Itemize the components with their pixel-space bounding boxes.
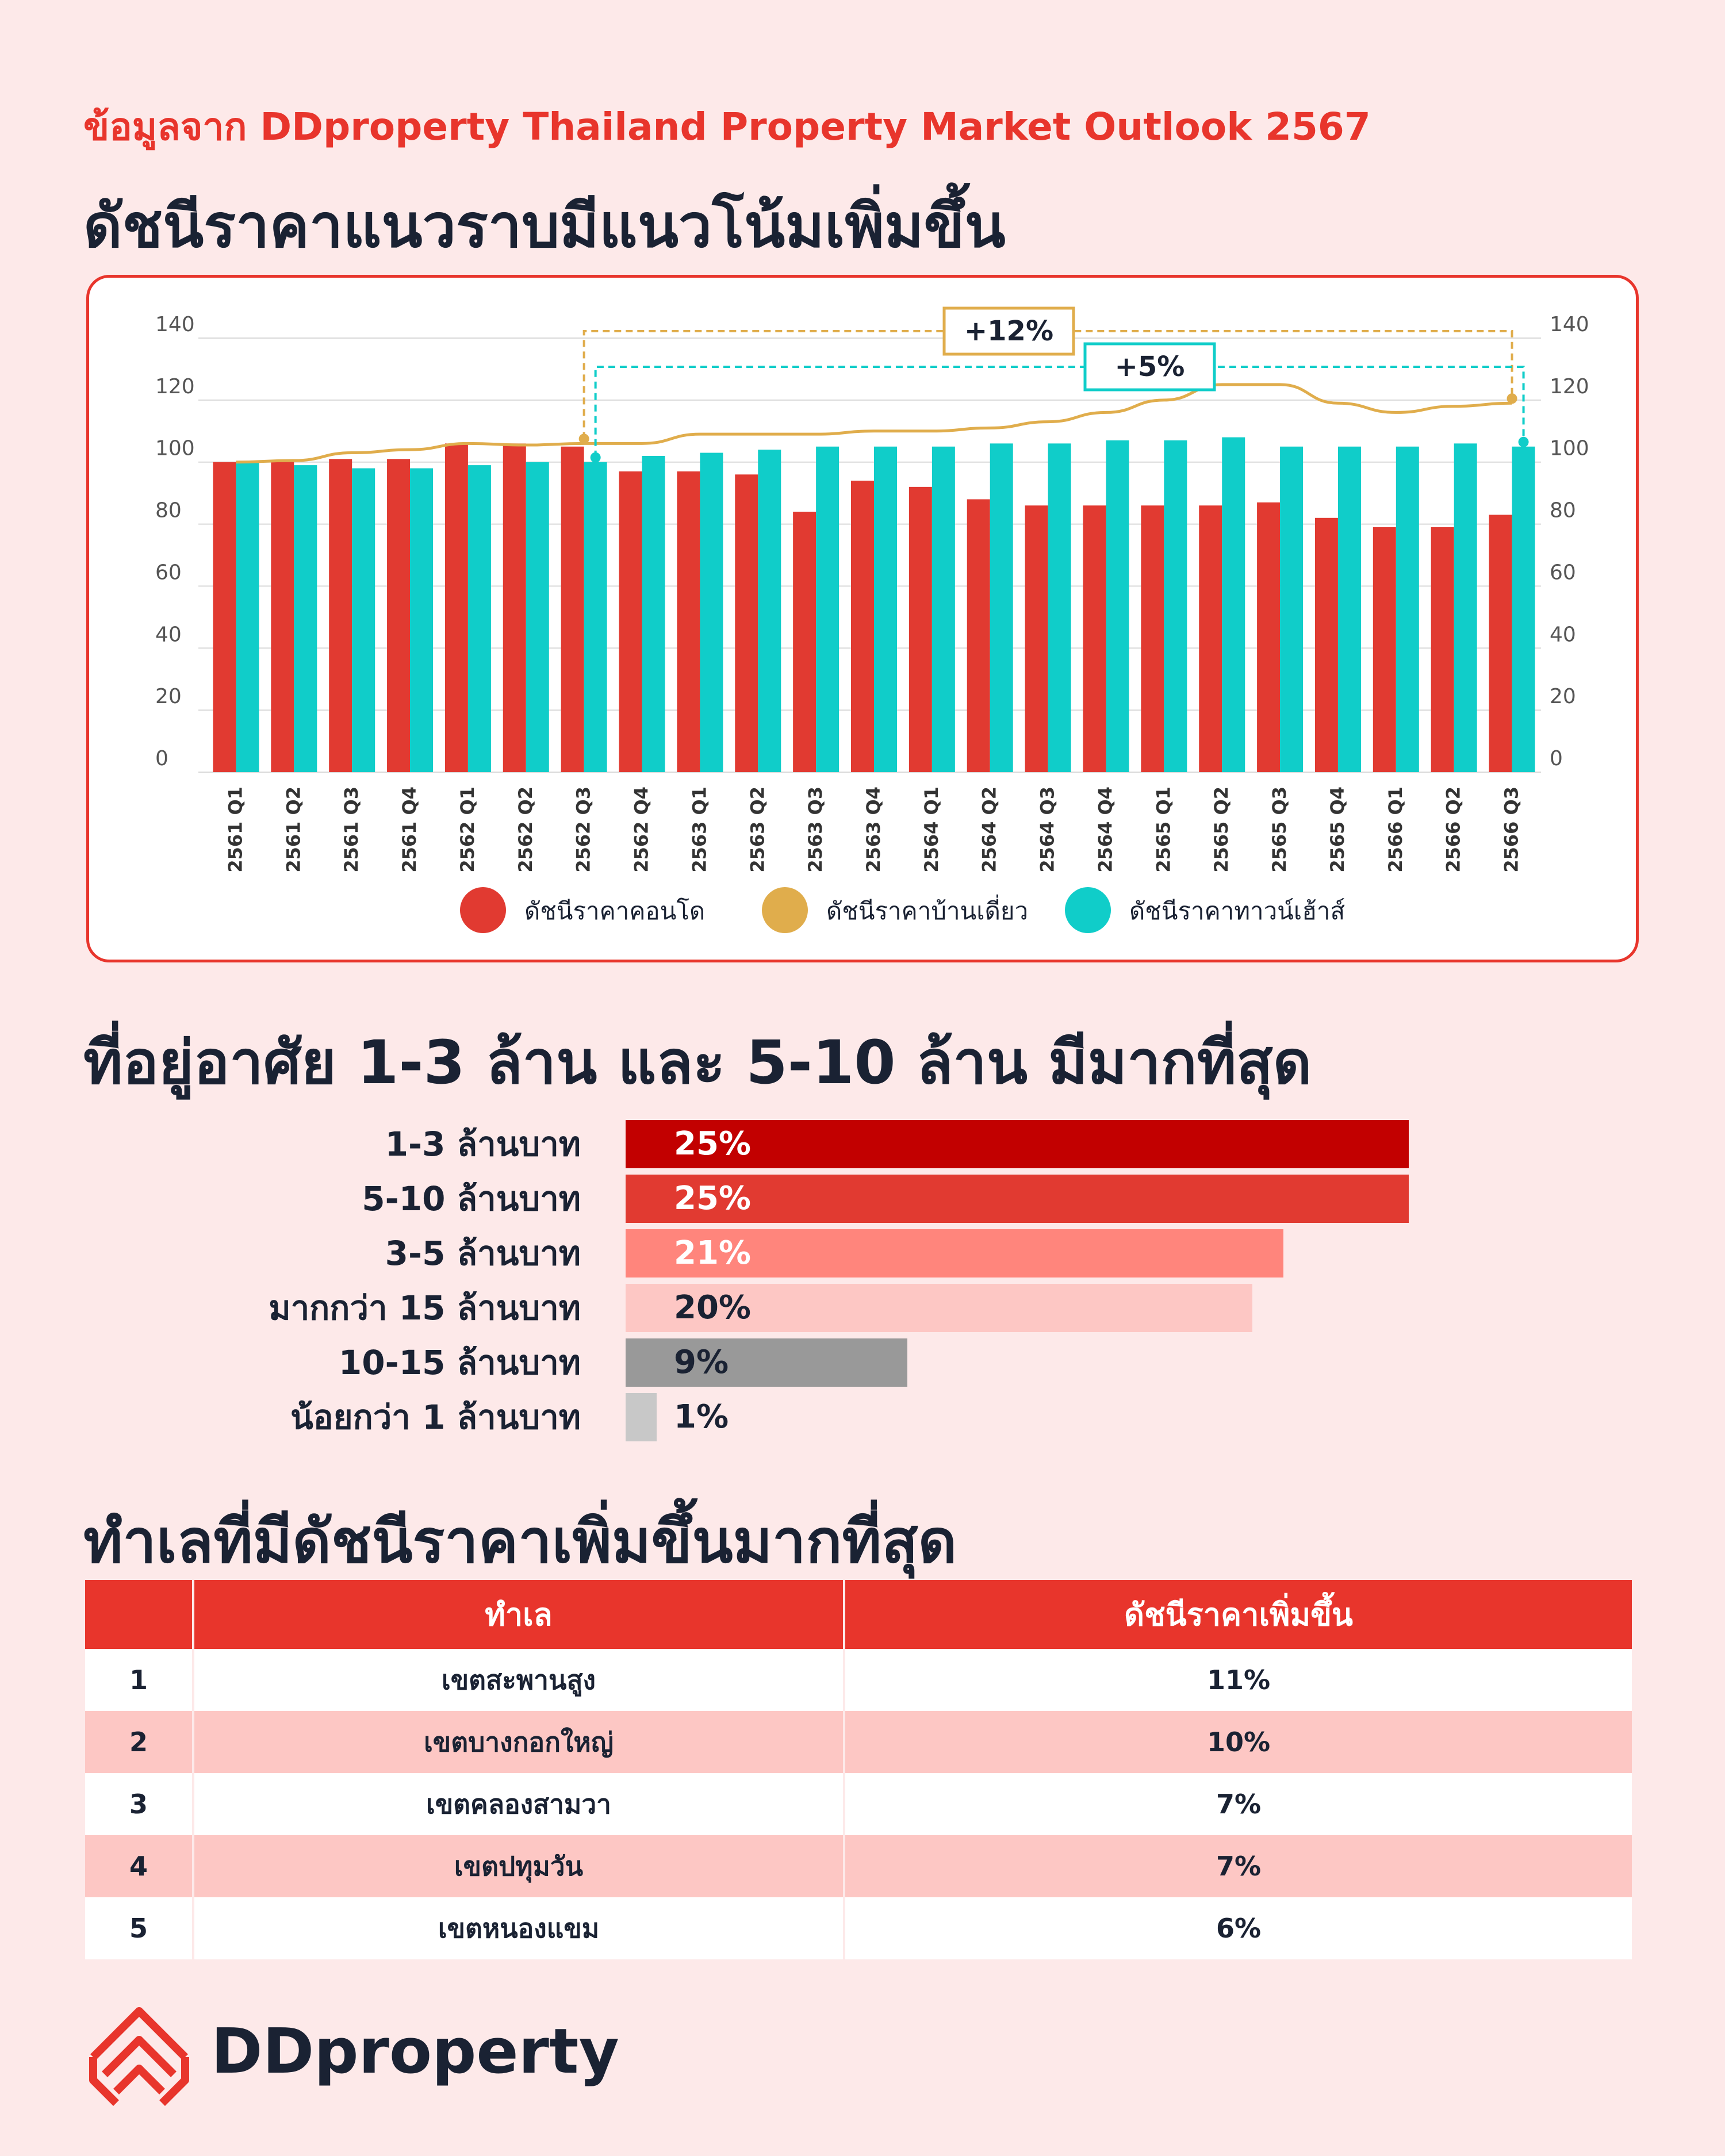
bar-condo bbox=[1373, 527, 1396, 772]
bar-condo bbox=[1257, 502, 1280, 772]
distribution-value: 25% bbox=[674, 1125, 752, 1163]
table-row bbox=[85, 1897, 1632, 1959]
bar-townhouse bbox=[1106, 440, 1129, 772]
x-tick-label: 2565 Q2 bbox=[1210, 787, 1233, 873]
x-tick-label: 2562 Q1 bbox=[456, 787, 478, 873]
distribution-value: 20% bbox=[674, 1289, 752, 1326]
table-row bbox=[85, 1773, 1632, 1835]
distribution-value: 1% bbox=[674, 1398, 729, 1436]
bar-condo bbox=[1025, 505, 1048, 772]
bar-townhouse bbox=[642, 456, 665, 772]
y-tick-label-right: 60 bbox=[1550, 561, 1576, 585]
bar-condo bbox=[445, 443, 468, 772]
bar-townhouse bbox=[236, 462, 259, 772]
x-tick-label: 2563 Q3 bbox=[804, 787, 827, 873]
x-tick-label: 2564 Q3 bbox=[1036, 787, 1059, 873]
table-cell-location: เขตหนองแขม bbox=[193, 1897, 844, 1959]
bar-townhouse bbox=[584, 462, 607, 772]
x-tick-label: 2566 Q2 bbox=[1442, 787, 1465, 873]
y-tick-label-right: 40 bbox=[1550, 623, 1576, 647]
table-cell-rank: 4 bbox=[85, 1835, 193, 1897]
y-tick-label-right: 120 bbox=[1550, 374, 1589, 398]
x-tick-label: 2562 Q3 bbox=[572, 787, 595, 873]
annotation-dot bbox=[1507, 393, 1517, 404]
table-header-location: ทำเล bbox=[193, 1580, 844, 1649]
distribution-label: มากกว่า 15 ล้านบาท bbox=[269, 1288, 581, 1328]
table-row bbox=[85, 1835, 1632, 1897]
distribution-row bbox=[0, 1120, 1725, 1168]
bar-townhouse bbox=[1280, 447, 1303, 772]
price-index-chart bbox=[89, 278, 1636, 960]
x-tick-label: 2566 Q3 bbox=[1500, 787, 1523, 873]
bar-condo bbox=[213, 462, 236, 772]
y-tick-label-right: 100 bbox=[1550, 436, 1589, 461]
distribution-row bbox=[0, 1338, 1725, 1387]
x-tick-label: 2563 Q1 bbox=[688, 787, 711, 873]
legend-swatch bbox=[460, 887, 506, 933]
y-tick-label-left: 140 bbox=[155, 313, 195, 336]
table-cell-location: เขตบางกอกใหญ่ bbox=[193, 1711, 844, 1773]
y-tick-label-left: 40 bbox=[155, 623, 182, 647]
distribution-row bbox=[0, 1229, 1725, 1278]
y-tick-label-right: 80 bbox=[1550, 498, 1576, 523]
x-tick-label: 2561 Q1 bbox=[224, 787, 247, 873]
x-tick-label: 2566 Q1 bbox=[1384, 787, 1406, 873]
bar-townhouse bbox=[410, 469, 433, 773]
distribution-label: 10-15 ล้านบาท bbox=[338, 1343, 581, 1382]
page-title: ดัชนีราคาแนวราบมีแนวโน้มเพิ่มขึ้น bbox=[83, 191, 1006, 261]
bar-condo bbox=[735, 474, 758, 772]
x-tick-label: 2564 Q4 bbox=[1094, 787, 1117, 873]
legend-swatch bbox=[1065, 887, 1111, 933]
location-table bbox=[85, 1580, 1632, 1959]
distribution-label: น้อยกว่า 1 ล้านบาท bbox=[290, 1398, 581, 1437]
x-tick-label: 2561 Q3 bbox=[340, 787, 363, 873]
bar-townhouse bbox=[816, 447, 839, 772]
bar-townhouse bbox=[990, 443, 1013, 772]
table-cell-increase: 10% bbox=[844, 1711, 1632, 1773]
bar-condo bbox=[793, 512, 816, 772]
bar-townhouse bbox=[526, 462, 549, 772]
x-tick-label: 2565 Q1 bbox=[1152, 787, 1175, 873]
y-tick-label-left: 20 bbox=[155, 685, 182, 709]
x-tick-label: 2564 Q2 bbox=[978, 787, 1000, 873]
y-tick-label-left: 60 bbox=[155, 561, 182, 585]
bar-condo bbox=[329, 459, 352, 772]
x-tick-label: 2562 Q2 bbox=[514, 787, 536, 873]
bar-townhouse bbox=[352, 469, 375, 773]
bar-townhouse bbox=[1222, 438, 1245, 772]
bar-townhouse bbox=[932, 447, 955, 772]
table-cell-location: เขตสะพานสูง bbox=[193, 1649, 844, 1711]
distribution-label: 5-10 ล้านบาท bbox=[362, 1179, 581, 1218]
bar-condo bbox=[561, 447, 584, 772]
distribution-row bbox=[0, 1284, 1725, 1332]
bar-condo bbox=[387, 459, 410, 772]
bar-condo bbox=[1315, 518, 1338, 772]
distribution-bar bbox=[626, 1338, 907, 1387]
location-table-title: ทำเลที่มีดัชนีราคาเพิ่มขึ้นมากที่สุด bbox=[83, 1506, 957, 1576]
distribution-title: ที่อยู่อาศัย 1-3 ล้าน และ 5-10 ล้าน มีมากที่สุด bbox=[83, 1027, 1312, 1098]
bar-townhouse bbox=[1454, 443, 1477, 772]
y-tick-label-right: 140 bbox=[1550, 313, 1589, 336]
table-cell-rank: 5 bbox=[85, 1897, 193, 1959]
bar-townhouse bbox=[1512, 447, 1535, 772]
legend-label: ดัชนีราคาคอนโด bbox=[524, 897, 706, 925]
x-tick-label: 2565 Q3 bbox=[1268, 787, 1291, 873]
bar-condo bbox=[1083, 505, 1106, 772]
table-cell-increase: 11% bbox=[844, 1649, 1632, 1711]
y-tick-label-left: 100 bbox=[155, 436, 195, 461]
bar-townhouse bbox=[874, 447, 897, 772]
distribution-bar bbox=[626, 1393, 657, 1441]
bar-townhouse bbox=[468, 465, 491, 772]
table-cell-rank: 2 bbox=[85, 1711, 193, 1773]
price-index-chart-card bbox=[86, 275, 1639, 962]
distribution-label: 3-5 ล้านบาท bbox=[385, 1234, 581, 1273]
distribution-row bbox=[0, 1393, 1725, 1441]
bar-condo bbox=[909, 487, 932, 772]
table-cell-increase: 6% bbox=[844, 1897, 1632, 1959]
ddproperty-logo bbox=[82, 1994, 619, 2109]
annotation-dot bbox=[1519, 437, 1529, 447]
y-tick-label-left: 80 bbox=[155, 498, 182, 523]
bar-condo bbox=[967, 499, 990, 772]
annotation-dot bbox=[579, 433, 589, 444]
annotation-label: +12% bbox=[964, 315, 1054, 347]
ddproperty-logo-icon bbox=[82, 1994, 202, 2109]
table-header-row bbox=[85, 1580, 1632, 1649]
distribution-value: 9% bbox=[674, 1344, 729, 1381]
annotation-label: +5% bbox=[1114, 351, 1185, 383]
source-note: ข้อมูลจาก DDproperty Thailand Property Market Outlook 2567 bbox=[83, 105, 1371, 149]
table-header-increase: ดัชนีราคาเพิ่มขึ้น bbox=[844, 1580, 1632, 1649]
x-tick-label: 2562 Q4 bbox=[630, 787, 653, 873]
table-cell-rank: 1 bbox=[85, 1649, 193, 1711]
bar-condo bbox=[1199, 505, 1222, 772]
bar-townhouse bbox=[758, 450, 781, 772]
bar-condo bbox=[1141, 505, 1164, 772]
y-tick-label-right: 0 bbox=[1550, 747, 1563, 770]
bar-townhouse bbox=[1164, 440, 1187, 772]
bar-condo bbox=[851, 481, 874, 772]
legend-label: ดัชนีราคาบ้านเดี่ยว bbox=[826, 897, 1029, 925]
table-cell-rank: 3 bbox=[85, 1773, 193, 1835]
x-tick-label: 2564 Q1 bbox=[920, 787, 942, 873]
table-cell-location: เขตคลองสามวา bbox=[193, 1773, 844, 1835]
table-row bbox=[85, 1649, 1632, 1711]
bar-condo bbox=[677, 471, 700, 772]
bar-condo bbox=[271, 462, 294, 772]
distribution-row bbox=[0, 1175, 1725, 1223]
legend-swatch bbox=[762, 887, 808, 933]
legend-label: ดัชนีราคาทาวน์เฮ้าส์ bbox=[1129, 897, 1346, 925]
bar-condo bbox=[503, 443, 526, 772]
bar-townhouse bbox=[700, 453, 723, 772]
distribution-label: 1-3 ล้านบาท bbox=[385, 1125, 581, 1164]
table-cell-location: เขตปทุมวัน bbox=[193, 1835, 844, 1897]
annotation-dot bbox=[591, 452, 601, 463]
table-cell-increase: 7% bbox=[844, 1835, 1632, 1897]
y-tick-label-left: 120 bbox=[155, 374, 195, 398]
distribution-value: 21% bbox=[674, 1234, 752, 1272]
y-tick-label-right: 20 bbox=[1550, 685, 1576, 709]
ddproperty-logo-text: DDproperty bbox=[211, 2016, 619, 2088]
x-tick-label: 2561 Q2 bbox=[282, 787, 305, 873]
x-tick-label: 2565 Q4 bbox=[1326, 787, 1348, 873]
distribution-value: 25% bbox=[674, 1180, 752, 1217]
y-tick-label-left: 0 bbox=[155, 747, 168, 770]
bar-townhouse bbox=[1396, 447, 1419, 772]
bar-townhouse bbox=[1048, 443, 1071, 772]
bar-condo bbox=[1431, 527, 1454, 772]
bar-townhouse bbox=[294, 465, 317, 772]
x-tick-label: 2561 Q4 bbox=[398, 787, 421, 873]
table-cell-increase: 7% bbox=[844, 1773, 1632, 1835]
x-tick-label: 2563 Q2 bbox=[746, 787, 769, 873]
bar-townhouse bbox=[1338, 447, 1361, 772]
bar-condo bbox=[619, 471, 642, 772]
x-tick-label: 2563 Q4 bbox=[862, 787, 884, 873]
table-row bbox=[85, 1711, 1632, 1773]
bar-condo bbox=[1489, 515, 1512, 772]
table-header-rank bbox=[85, 1580, 193, 1649]
